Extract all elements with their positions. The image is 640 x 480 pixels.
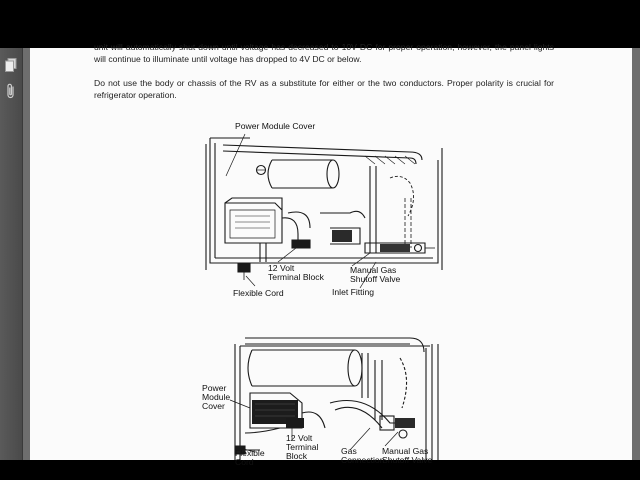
pages-panel-button[interactable]: [3, 56, 19, 74]
label-fig2-connection: Connection: [341, 455, 385, 465]
refrigerator-wiring-diagrams: [30, 48, 632, 460]
pages-icon: [5, 58, 17, 72]
paperclip-icon: [5, 83, 17, 99]
figure-2-drawing: [230, 338, 438, 460]
label-flexible-cord: Flexible Cord: [233, 288, 284, 298]
label-inlet-fitting: Inlet Fitting: [332, 287, 375, 297]
label-12-volt: 12 Volt: [268, 263, 295, 273]
label-fig2-manual-gas: Manual Gas: [382, 446, 429, 456]
label-fig2-power: Power: [202, 383, 227, 393]
label-fig2-shutoff-valve: Shutoff Valve: [382, 455, 433, 465]
body-paragraph-1: unit will automatically shut down until voltage has decreased to 10V DC for proper operation, however, the panel lights will continue to illuminate until voltage has dropped to 4V DC or below.: [94, 42, 554, 64]
body-paragraph-2: Do not use the body or chassis of the RV as a substitute for either or the two conductors. Proper polarity is crucial for refrigerator operation.: [94, 78, 554, 100]
label-fig2-cord: Cord: [235, 457, 254, 467]
label-shutoff-valve: Shutoff Valve: [350, 274, 401, 284]
figure-1-drawing: [206, 134, 442, 288]
label-power-module-cover: Power Module Cover: [235, 121, 316, 131]
label-fig2-terminal: Terminal: [286, 442, 319, 452]
label-manual-gas: Manual Gas: [350, 265, 397, 275]
label-terminal-block: Terminal Block: [268, 272, 324, 282]
navigation-sidebar: [0, 48, 23, 460]
label-fig2-gas: Gas: [341, 446, 357, 456]
label-fig2-flexible: Flexible: [235, 448, 265, 458]
document-page: [30, 42, 632, 467]
label-fig2-12-volt: 12 Volt: [286, 433, 313, 443]
label-fig2-block: Block: [286, 451, 308, 461]
attachments-panel-button[interactable]: [3, 82, 19, 100]
label-fig2-cover: Cover: [202, 401, 225, 411]
label-fig2-module: Module: [202, 392, 231, 402]
